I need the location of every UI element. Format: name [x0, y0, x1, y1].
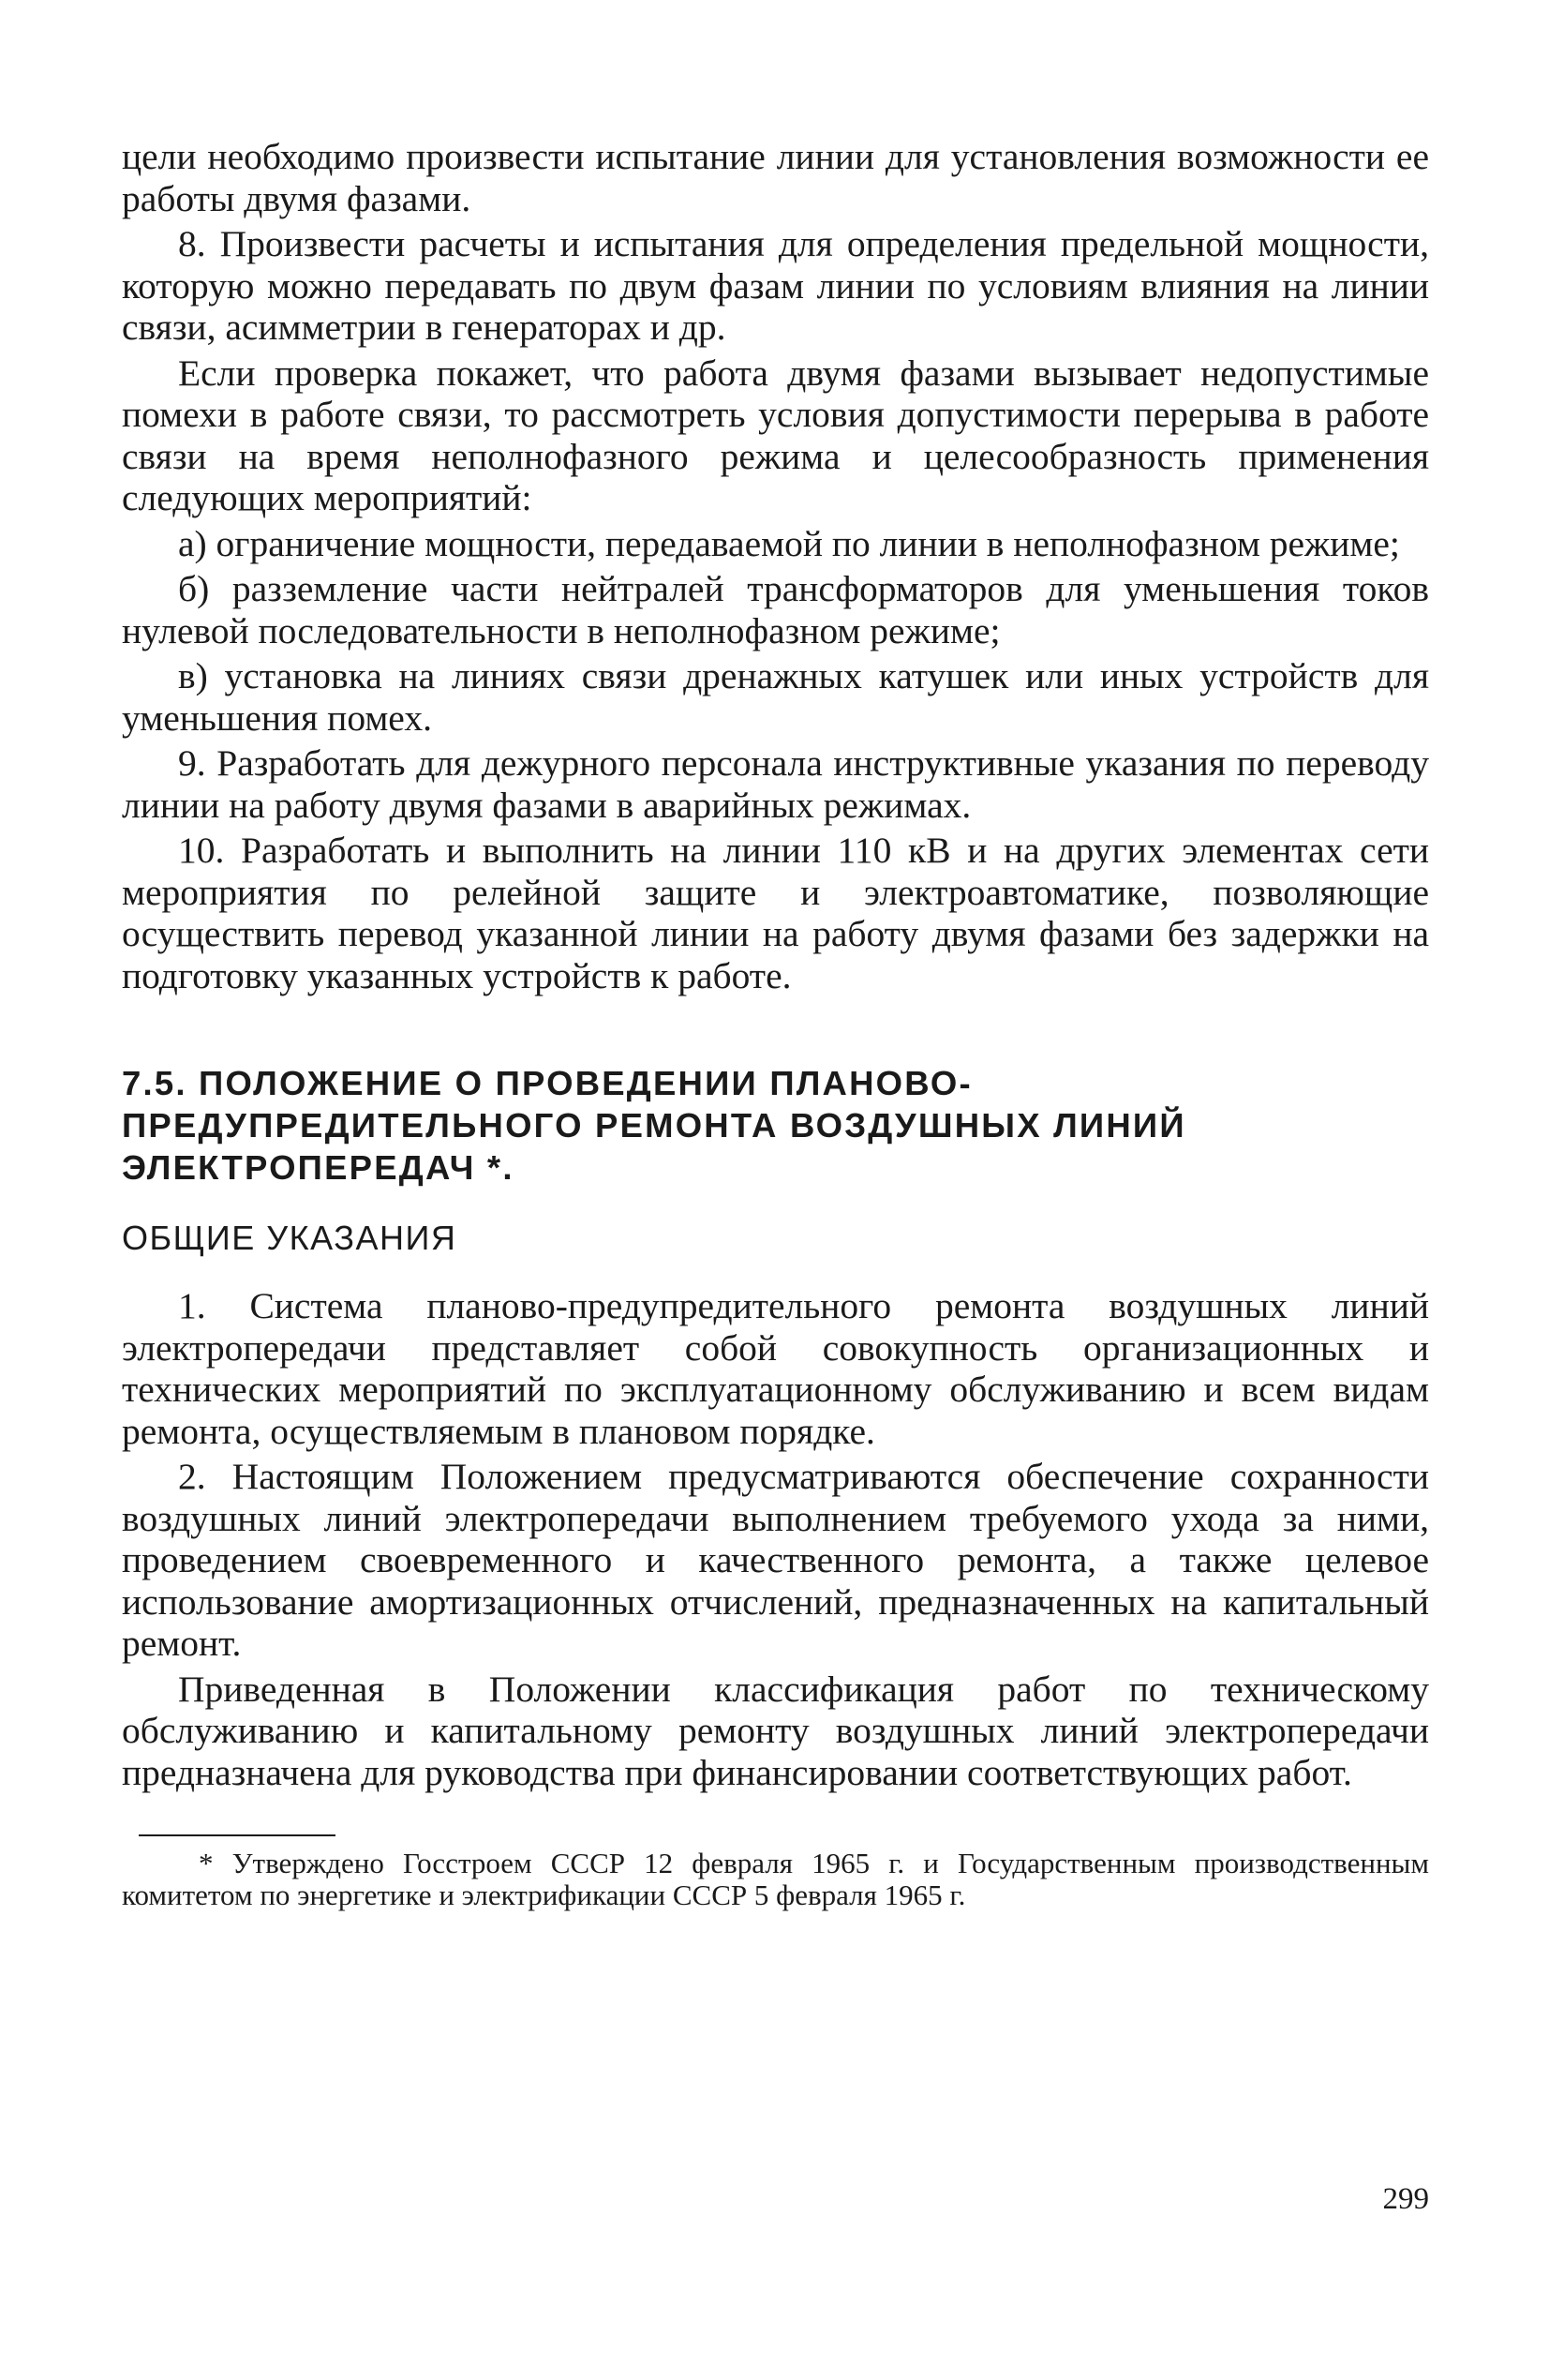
list-item-c: в) установка на линиях связи дренажных катушек или иных устройств для уменьшения помех.	[122, 655, 1429, 739]
paragraph-item-9: 9. Разработать для дежурного персонала инструктивные указания по переводу линии на работу двумя фазами в аварийных режимах.	[122, 742, 1429, 826]
footnote: * Утверждено Госстроем СССР 12 февраля 1965 г. и Государственным производственным комитетом по энергетике и электрификации СССР 5 февраля 1965 г.	[122, 1847, 1429, 1911]
section-paragraph-3: Приведенная в Положении классификация работ по техническому обслуживанию и капитальному ремонту воздушных линий электропередачи предназначена для руководства при финансировании соответствующих работ.	[122, 1668, 1429, 1793]
footnote-divider	[139, 1834, 335, 1836]
list-item-a: а) ограничение мощности, передаваемой по линии в неполнофазном режиме;	[178, 522, 1400, 564]
paragraph-item-10: 10. Разработать и выполнить на линии 110 кВ и на других элементах сети мероприятия по релейной защите и электроавтоматике, позволяющие осуществить перевод указанной линии на работу двумя фазами без задержки на подготовку указанных устройств к работе.	[122, 830, 1429, 996]
section-paragraph-1: 1. Система планово-предупредительного ремонта воздушных линий электропередачи представляет собой совокупность организационных и технических мероприятий по эксплуатационному обслуживанию и всем видам ремонта, осуществляемым в плановом порядке.	[122, 1285, 1429, 1452]
list-item-b: б) разземление части нейтралей трансформаторов для уменьшения токов нулевой последовательности в неполнофазном режиме;	[122, 568, 1429, 651]
section-paragraph-2: 2. Настоящим Положением предусматриваются обеспечение сохранности воздушных линий электропередачи выполнением требуемого ухода за ними, проведением своевременного и качественного ремонта, а также целевое использование амортизационных отчислений, предназначенных на капитальный ремонт.	[122, 1456, 1429, 1664]
page-number: 299	[1382, 2182, 1429, 2216]
paragraph-continuation: цели необходимо произвести испытание линии для установления возможности ее работы двумя фазами.	[122, 136, 1429, 219]
paragraph-item-8: 8. Произвести расчеты и испытания для определения предельной мощности, которую можно передавать по двум фазам линии по условиям влияния на линии связи, асимметрии в генераторах и др.	[122, 223, 1429, 348]
page-body	[122, 136, 1429, 1911]
paragraph-if-check: Если проверка покажет, что работа двумя фазами вызывает недопустимые помехи в работе связи, то рассмотреть условия допустимости перерыва в работе связи на время неполнофазного режима и целесообразность применения следующих мероприятий:	[122, 352, 1429, 518]
section-subheading: ОБЩИЕ УКАЗАНИЯ	[122, 1219, 457, 1257]
section-heading: 7.5. ПОЛОЖЕНИЕ О ПРОВЕДЕНИИ ПЛАНОВО-ПРЕДУПРЕДИТЕЛЬНОГО РЕМОНТА ВОЗДУШНЫХ ЛИНИЙ ЭЛЕКТРОПЕРЕДАЧ *.	[122, 1064, 1186, 1187]
